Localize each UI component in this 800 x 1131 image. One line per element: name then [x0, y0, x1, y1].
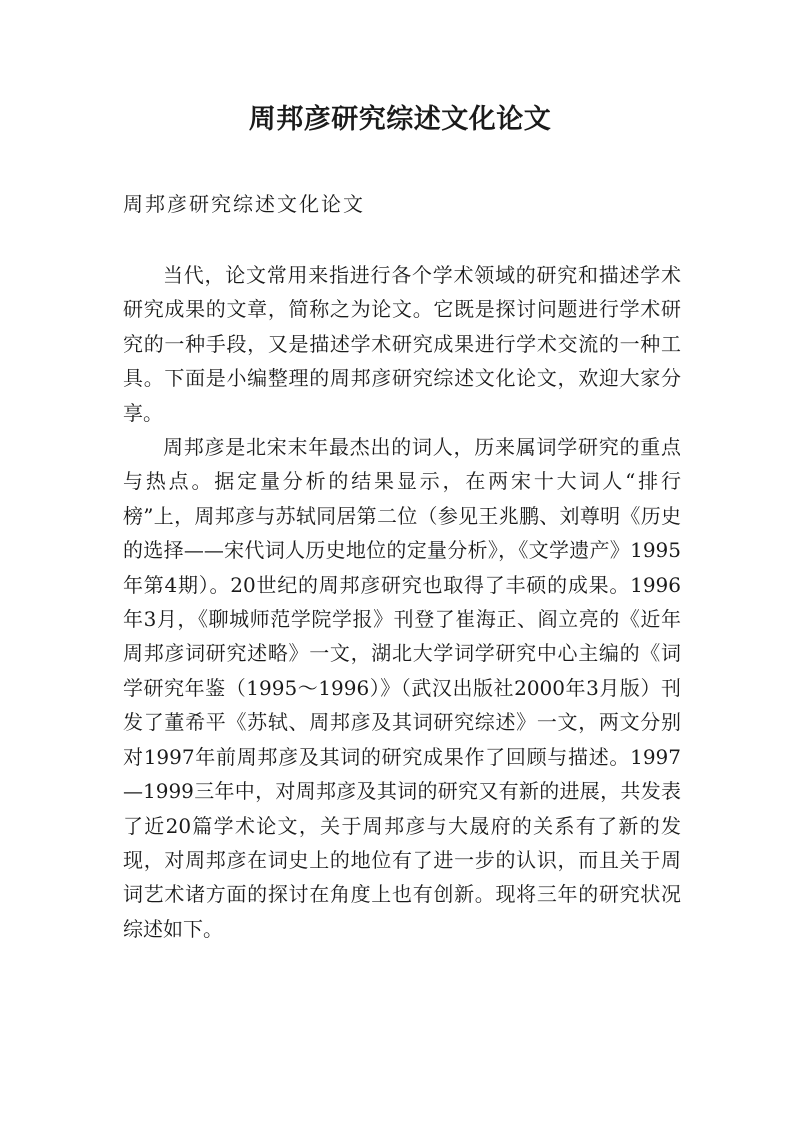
- body-paragraph: 当代，论文常用来指进行各个学术领域的研究和描述学术研究成果的文章，简称之为论文。它既是探讨问题进行学术研究的一种手段，又是描述学术研究成果进行学术交流的一种工具。下面是小编整理的周邦彦研究综述文化论文，欢迎大家分享。: [123, 263, 681, 425]
- document-title: 周邦彦研究综述文化论文: [248, 104, 552, 135]
- document-body: [123, 258, 681, 946]
- document-subtitle: 周邦彦研究综述文化论文: [123, 192, 365, 216]
- body-paragraph: 周邦彦是北宋末年最杰出的词人，历来属词学研究的重点与热点。据定量分析的结果显示，在两宋十大词人“排行榜”上，周邦彦与苏轼同居第二位（参见王兆鹏、刘尊明《历史的选择——宋代词人历史地位的定量分析》，《文学遗产》1995年第4期）。20世纪的周邦彦研究也取得了丰硕的成果。1996年3月，《聊城师范学院学报》刊登了崔海正、阎立亮的《近年周邦彦词研究述略》一文，湖北大学词学研究中心主编的《词学研究年鉴（1995～1996）》（武汉出版社2000年3月版）刊发了董希平《苏轼、周邦彦及其词研究综述》一文，两文分别对1997年前周邦彦及其词的研究成果作了回顾与描述。1997—1999三年中，对周邦彦及其词的研究又有新的进展，共发表了近20篇学术论文，关于周邦彦与大晟府的关系有了新的发现，对周邦彦在词史上的地位有了进一步的认识，而且关于周词艺术诸方面的探讨在角度上也有创新。现将三年的研究状况综述如下。: [123, 435, 681, 941]
